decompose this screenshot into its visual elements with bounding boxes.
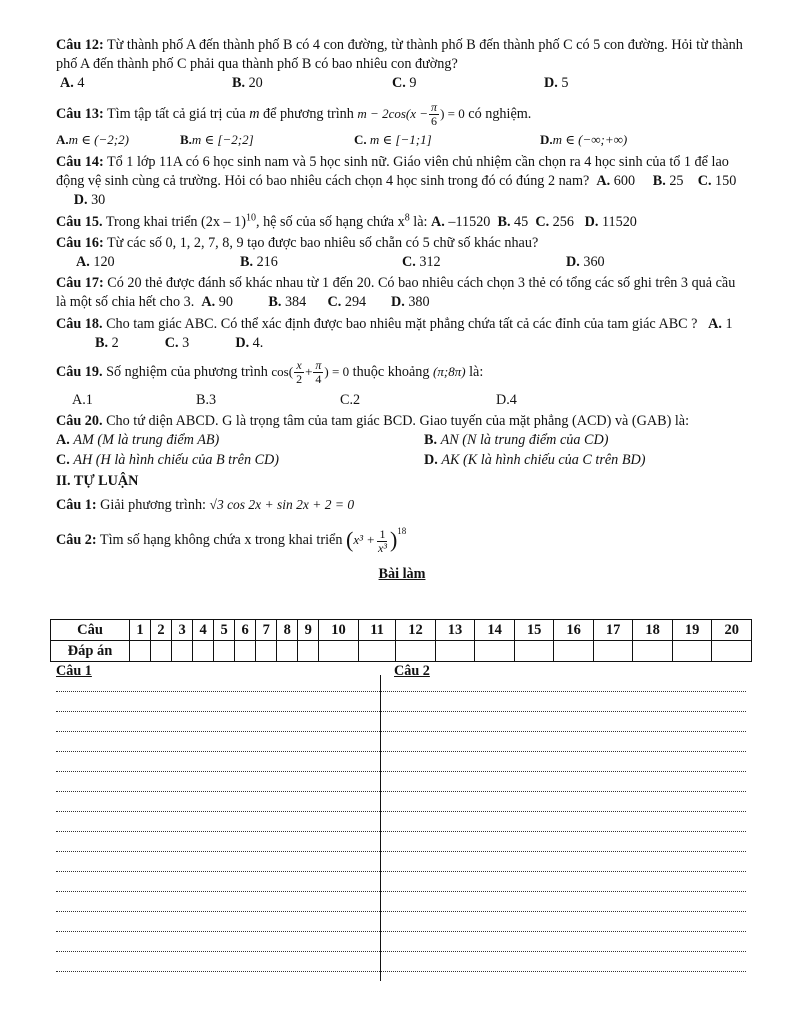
- option-c: C.2: [340, 392, 361, 409]
- option-c: C. 312: [402, 254, 441, 271]
- equation: m − 2cos(x −: [357, 105, 429, 121]
- question-number: 4: [193, 620, 214, 641]
- question-number: 19: [672, 620, 712, 641]
- answer-line: [56, 691, 746, 692]
- option-a: A. 4: [60, 75, 85, 92]
- options-13: [56, 130, 748, 149]
- question-text: Từ thành phố A đến thành phố B có 4 con đường, từ thành phố B đến thành phố C có 5 con đường. Hỏi từ thành phố A đến thành phố C phải qua thành phố B có bao nhiêu con đường?: [56, 37, 743, 73]
- question-label: Câu 12:: [56, 37, 104, 53]
- answer-line: [56, 851, 746, 852]
- option-d: D. AK (K là hình chiếu của C trên BD): [424, 451, 646, 468]
- work-col2-label: Câu 2: [394, 663, 430, 679]
- answer-cell[interactable]: [256, 641, 277, 662]
- question-number: 10: [319, 620, 359, 641]
- answer-line: [56, 791, 746, 792]
- answer-cell[interactable]: [475, 641, 515, 662]
- column-divider: [380, 675, 381, 981]
- answer-line: [56, 911, 746, 912]
- essay-heading: II. TỰ LUẬN: [56, 472, 139, 489]
- fraction: $\frac{x}{2}$: [296, 358, 303, 387]
- option-b: B.m ∈ [−2;2]: [180, 131, 254, 147]
- question-20: Câu 20. Cho tứ diện ABCD. G là trọng tâm của tam giác BCD. Giao tuyến của mặt phẳng (ACD) và (GAB) là:: [56, 413, 690, 430]
- options-16: [56, 253, 748, 272]
- fraction: $\frac{\pi}{6}$: [431, 99, 438, 128]
- answer-cell[interactable]: [358, 641, 395, 662]
- answer-cell[interactable]: [514, 641, 554, 662]
- answer-cell[interactable]: [712, 641, 752, 662]
- question-15: Câu 15. Trong khai triển (2x – 1)$^{10}$, hệ số của số hạng chứa $x^8$ là: A. –11520 B. 45 C. 256 D. 11520: [56, 211, 637, 230]
- answer-line: [56, 751, 746, 752]
- answer-cell[interactable]: [130, 641, 151, 662]
- question-number: 13: [435, 620, 475, 641]
- question-number: 5: [214, 620, 235, 641]
- question-label: Câu 14:: [56, 154, 104, 171]
- table-answer-label: Đáp án: [51, 641, 130, 662]
- answer-cell[interactable]: [193, 641, 214, 662]
- question-label: Câu 18.: [56, 315, 103, 332]
- answer-cell[interactable]: [214, 641, 235, 662]
- question-number: 17: [593, 620, 633, 641]
- options-20-row2: [56, 451, 748, 470]
- options-19: [56, 391, 748, 410]
- question-number: 15: [514, 620, 554, 641]
- fraction: $\frac{\pi}{4}$: [315, 358, 322, 387]
- work-col1-label: Câu 1: [56, 663, 92, 679]
- question-number: 1: [130, 620, 151, 641]
- question-number: 7: [256, 620, 277, 641]
- answer-line: [56, 711, 746, 712]
- answer-cell[interactable]: [672, 641, 712, 662]
- question-label: Câu 19.: [56, 364, 103, 381]
- answer-line: [56, 731, 746, 732]
- question-17: Câu 17: Có 20 thẻ được đánh số khác nhau từ 1 đến 20. Có bao nhiêu cách chọn 3 thẻ có tổng các số ghi trên 3 quả cầu là một số chia hết cho 3. A. 90 B. 384 C. 294 D. 380: [56, 275, 736, 311]
- answer-cell[interactable]: [151, 641, 172, 662]
- question-number: 9: [298, 620, 319, 641]
- answer-line: [56, 891, 746, 892]
- answer-cell[interactable]: [633, 641, 673, 662]
- option-b: B. 20: [232, 75, 263, 92]
- equation: √3 cos 2x + sin 2x + 2 = 0: [209, 497, 355, 513]
- answer-line: [56, 831, 746, 832]
- fraction: $\frac{1}{\text{x³}}$: [378, 526, 387, 555]
- question-label: Câu 20.: [56, 413, 103, 430]
- option-a: A. 120: [76, 254, 115, 271]
- question-number: 20: [712, 620, 752, 641]
- question-12: [56, 36, 748, 74]
- answer-line: [56, 871, 746, 872]
- answer-cell[interactable]: [435, 641, 475, 662]
- options-20-row1: [56, 431, 748, 450]
- option-d: D. 360: [566, 254, 605, 271]
- answer-line: [56, 951, 746, 952]
- table-row: [51, 620, 752, 641]
- answer-line: [56, 811, 746, 812]
- question-number: 14: [475, 620, 515, 641]
- question-label: Câu 16:: [56, 234, 104, 251]
- options-12: [56, 74, 748, 93]
- question-number: 8: [277, 620, 298, 641]
- answer-cell[interactable]: [277, 641, 298, 662]
- question-16: Câu 16: Từ các số 0, 1, 2, 7, 8, 9 tạo được bao nhiêu số chẵn có 5 chữ số khác nhau?: [56, 234, 539, 251]
- option-a: A. AM (M là trung điểm AB): [56, 432, 220, 449]
- answer-line: [56, 971, 746, 972]
- question-number: 6: [235, 620, 256, 641]
- option-c: C. 9: [392, 75, 417, 92]
- question-18: Câu 18. Cho tam giác ABC. Có thể xác định được bao nhiêu mặt phẳng chứa tất cả các đỉnh của tam giác ABC ? A. 1 B. 2 C. 3 D. 4.: [56, 315, 733, 351]
- option-c: C. m ∈ [−1;1]: [354, 131, 432, 147]
- answer-cell[interactable]: [554, 641, 594, 662]
- question-number: 11: [358, 620, 395, 641]
- essay-question-2: Câu 2: Tìm số hạng không chứa x trong khai triển (x³ + $\frac{1}{\text{x³}}$ )$^{18}$: [56, 526, 407, 555]
- question-13: Câu 13: Tìm tập tất cả giá trị của m để phương trình m − 2cos(x − $\frac{\pi}{6}$ ) = 0 có nghiệm.: [56, 99, 532, 128]
- answer-line: [56, 931, 746, 932]
- answer-cell[interactable]: [172, 641, 193, 662]
- answer-cell[interactable]: [298, 641, 319, 662]
- question-number: 3: [172, 620, 193, 641]
- option-c: C. AH (H là hình chiếu của B trên CD): [56, 451, 280, 468]
- question-number: 16: [554, 620, 594, 641]
- option-a: A.1: [72, 392, 93, 409]
- essay-question-1: Câu 1: Giải phương trình: √3 cos 2x + sin 2x + 2 = 0: [56, 497, 355, 514]
- option-d: D.m ∈ (−∞;+∞): [540, 131, 628, 147]
- work-title: Bài làm: [378, 566, 426, 583]
- question-number: 12: [396, 620, 436, 641]
- option-b: B.3: [196, 392, 217, 409]
- answer-cell[interactable]: [593, 641, 633, 662]
- answer-cell[interactable]: [235, 641, 256, 662]
- answer-table: [50, 619, 752, 662]
- option-a: A.m ∈ (−2;2): [56, 131, 129, 147]
- table-header-label: Câu: [51, 620, 130, 641]
- exam-page: [56, 34, 748, 585]
- work-area: [56, 663, 748, 981]
- option-d: D.4: [496, 392, 517, 409]
- question-label: Câu 13:: [56, 105, 104, 122]
- answer-cell[interactable]: [396, 641, 436, 662]
- answer-cell[interactable]: [319, 641, 359, 662]
- table-row: [51, 641, 752, 662]
- option-b: B. AN (N là trung điểm của CD): [424, 432, 609, 449]
- question-number: 2: [151, 620, 172, 641]
- option-d: D. 5: [544, 75, 569, 92]
- question-label: Câu 15.: [56, 213, 103, 230]
- option-b: B. 216: [240, 254, 278, 271]
- question-label: Câu 17:: [56, 275, 104, 292]
- question-number: 18: [633, 620, 673, 641]
- answer-line: [56, 771, 746, 772]
- question-14: Câu 14: Tổ 1 lớp 11A có 6 học sinh nam và 5 học sinh nữ. Giáo viên chủ nhiệm cần chọn ra 4 học sinh của tổ 1 để lao động vệ sinh cùng cả trường. Hỏi có bao nhiêu cách chọn 4 học sinh trong đó có đúng 2 nam? A. 600 B. 25 C. 150 D. 30: [56, 154, 737, 209]
- question-19: Câu 19. Số nghiệm của phương trình cos( $\frac{x}{2}$ + $\frac{\pi}{4}$ ) = 0 thuộc khoảng (π;8π) là:: [56, 358, 484, 387]
